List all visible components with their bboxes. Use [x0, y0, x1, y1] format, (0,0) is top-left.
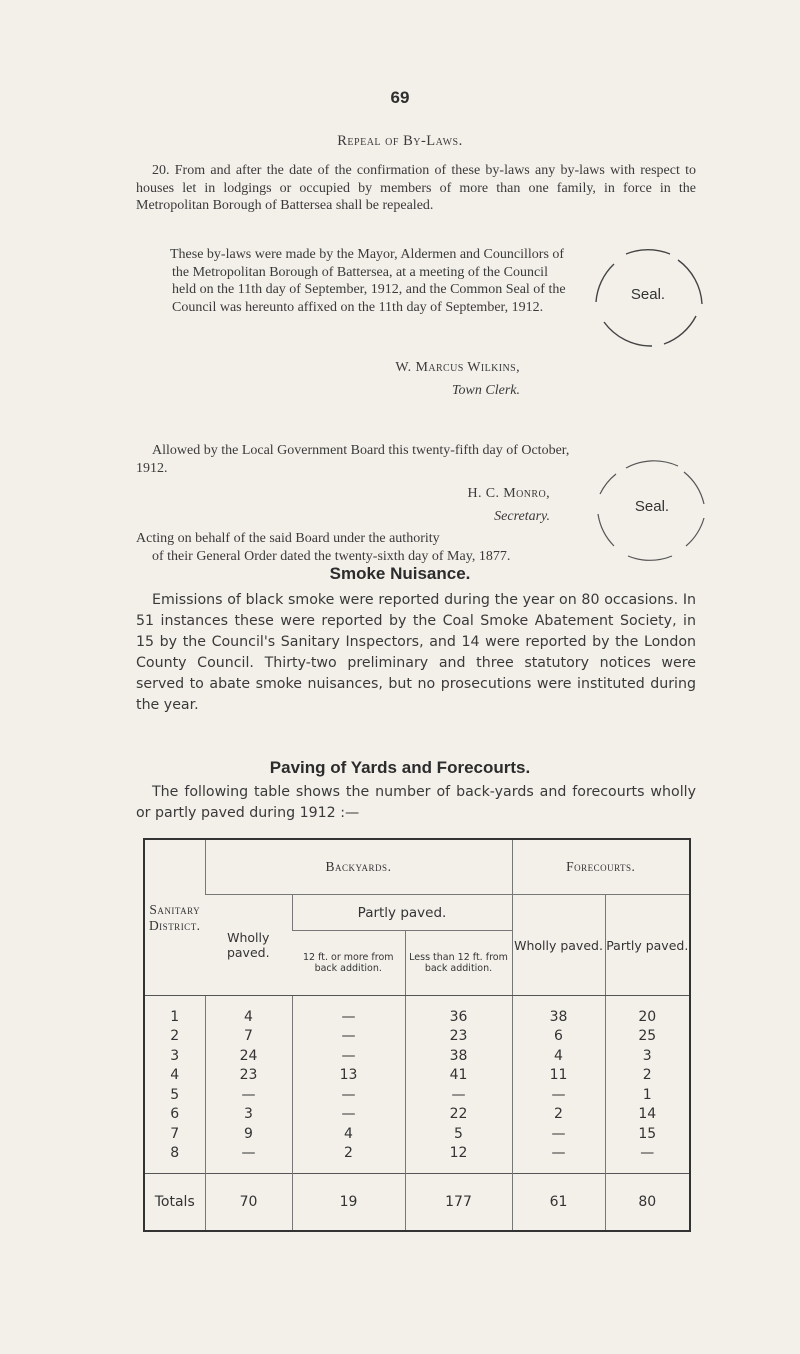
cell-district: 1: [170, 1008, 180, 1025]
cell-district: 8: [170, 1145, 180, 1162]
cell-district: 4: [170, 1067, 180, 1084]
cell-backyards-12ft-more: —: [292, 1104, 405, 1124]
allowed-paragraph: Allowed by the Local Government Board this twenty-fifth day of October, 1912.: [136, 443, 570, 476]
heading-paving: Paving of Yards and Forecourts.: [269, 758, 531, 777]
totals-backyards-wholly: 70: [205, 1174, 292, 1230]
table-row-totals: [145, 1174, 689, 1230]
cell-forecourts-wholly: 4: [512, 1046, 605, 1066]
table-row: [145, 1026, 689, 1046]
acting-line-1: Acting on behalf of the said Board under the authority: [136, 531, 440, 546]
header-sanitary-district: Sanitary District.: [145, 840, 205, 996]
cell-district: 7: [170, 1125, 180, 1142]
cell-backyards-wholly: 23: [205, 1065, 292, 1085]
cell-backyards-wholly: 9: [205, 1124, 292, 1144]
section-title-repeal: Repeal of By-Laws.: [337, 133, 463, 149]
table-row: [145, 1124, 689, 1144]
header-backyards: Backyards.: [205, 840, 512, 894]
header-12ft-or-more: 12 ft. or more from back addition.: [292, 931, 405, 996]
table-row: [145, 1143, 689, 1163]
cell-backyards-12ft-more: 4: [292, 1124, 405, 1144]
cell-forecourts-wholly: —: [512, 1085, 605, 1105]
cell-backyards-12ft-more: 13: [292, 1065, 405, 1085]
totals-backyards-less-12ft: 177: [405, 1174, 512, 1230]
cell-backyards-wholly: —: [205, 1143, 292, 1163]
cell-backyards-wholly: 3: [205, 1104, 292, 1124]
cell-forecourts-wholly: —: [512, 1143, 605, 1163]
header-backyards-wholly-paved: Wholly paved.: [205, 894, 292, 996]
signer-2-name: H. C. Monro,: [467, 486, 550, 501]
signer-2-role: Secretary.: [494, 509, 550, 524]
acting-line-rest: of their General Order dated the twenty-sixth day of May, 1877.: [152, 548, 511, 564]
cell-backyards-less-12ft: 22: [405, 1104, 512, 1124]
cell-forecourts-wholly: 11: [512, 1065, 605, 1085]
cell-backyards-12ft-more: —: [292, 1026, 405, 1046]
cell-forecourts-wholly: 6: [512, 1026, 605, 1046]
acting-paragraph: [136, 530, 566, 565]
cell-backyards-less-12ft: 41: [405, 1065, 512, 1085]
table-row: [145, 1007, 689, 1027]
cell-backyards-less-12ft: 12: [405, 1143, 512, 1163]
header-forecourts-partly-paved: Partly paved.: [605, 894, 689, 996]
heading-smoke-nuisance: Smoke Nuisance.: [329, 564, 471, 583]
cell-backyards-less-12ft: —: [405, 1085, 512, 1105]
cell-backyards-less-12ft: 38: [405, 1046, 512, 1066]
seal-2-label: Seal.: [634, 497, 670, 515]
cell-district: 5: [170, 1086, 180, 1103]
cell-forecourts-partly: 1: [605, 1085, 689, 1105]
seal-1: [584, 230, 712, 358]
cell-forecourts-wholly: 38: [512, 1007, 605, 1027]
cell-forecourts-partly: 15: [605, 1124, 689, 1144]
cell-forecourts-partly: 2: [605, 1065, 689, 1085]
signer-1-role: Town Clerk.: [452, 383, 520, 398]
cell-forecourts-wholly: 2: [512, 1104, 605, 1124]
table-row: [145, 1046, 689, 1066]
cell-district: 3: [170, 1047, 180, 1064]
bylaws-made-paragraph: These by-laws were made by the Mayor, Aldermen and Councillors of the Metropolitan Borough of Battersea, at a meeting of the Council held on the 11th day of September, 1912, and the Common Seal of the Council was hereunto affixed on the 11th day of September, 1912.: [170, 247, 566, 315]
cell-backyards-wholly: 7: [205, 1026, 292, 1046]
cell-backyards-12ft-more: 2: [292, 1143, 405, 1163]
totals-forecourts-partly: 80: [605, 1174, 689, 1230]
signer-1-name: W. Marcus Wilkins,: [395, 360, 520, 375]
cell-backyards-12ft-more: —: [292, 1007, 405, 1027]
paragraph-20: 20. From and after the date of the confirmation of these by-laws any by-laws with respect to houses let in lodgings or occupied by members of more than one family, in force in the Metropolitan Borough of Battersea shall be repealed.: [136, 163, 696, 213]
cell-forecourts-partly: —: [605, 1143, 689, 1163]
cell-backyards-12ft-more: —: [292, 1085, 405, 1105]
cell-backyards-less-12ft: 23: [405, 1026, 512, 1046]
cell-forecourts-wholly: —: [512, 1124, 605, 1144]
cell-forecourts-partly: 3: [605, 1046, 689, 1066]
cell-backyards-less-12ft: 36: [405, 1007, 512, 1027]
header-forecourts: Forecourts.: [512, 840, 689, 894]
cell-forecourts-partly: 25: [605, 1026, 689, 1046]
cell-forecourts-partly: 20: [605, 1007, 689, 1027]
cell-district: 6: [170, 1106, 180, 1123]
smoke-paragraph: Emissions of black smoke were reported during the year on 80 occasions. In 51 instances these were reported by the Coal Smoke Abatement Society, in 15 by the Council's Sanitary Inspectors, and 14 were reported by the London County Council. Thirty-two preliminary and three statutory notices were served to abate smoke nuisances, but no prosecutions were instituted during the year.: [136, 592, 696, 713]
page-number: 69: [390, 88, 410, 107]
totals-backyards-12ft-more: 19: [292, 1174, 405, 1230]
cell-backyards-less-12ft: 5: [405, 1124, 512, 1144]
cell-district: 2: [170, 1028, 180, 1045]
paving-paragraph: The following table shows the number of back-yards and forecourts wholly or partly paved during 1912 :—: [136, 784, 696, 821]
table-row: [145, 1104, 689, 1124]
cell-backyards-wholly: 24: [205, 1046, 292, 1066]
header-backyards-partly-paved: Partly paved.: [292, 894, 512, 931]
cell-backyards-12ft-more: —: [292, 1046, 405, 1066]
paving-table: [143, 838, 691, 1232]
table-body: [145, 1007, 689, 1163]
cell-forecourts-partly: 14: [605, 1104, 689, 1124]
totals-label: Totals: [145, 1174, 205, 1230]
header-less-than-12ft: Less than 12 ft. from back addition.: [405, 931, 512, 996]
totals-forecourts-wholly: 61: [512, 1174, 605, 1230]
cell-backyards-wholly: —: [205, 1085, 292, 1105]
paving-table-grid: [145, 840, 689, 1230]
header-forecourts-wholly-paved: Wholly paved.: [512, 894, 605, 996]
table-row: [145, 1065, 689, 1085]
cell-backyards-wholly: 4: [205, 1007, 292, 1027]
seal-2: [588, 442, 716, 570]
seal-1-label: Seal.: [630, 285, 666, 303]
table-row: [145, 1085, 689, 1105]
